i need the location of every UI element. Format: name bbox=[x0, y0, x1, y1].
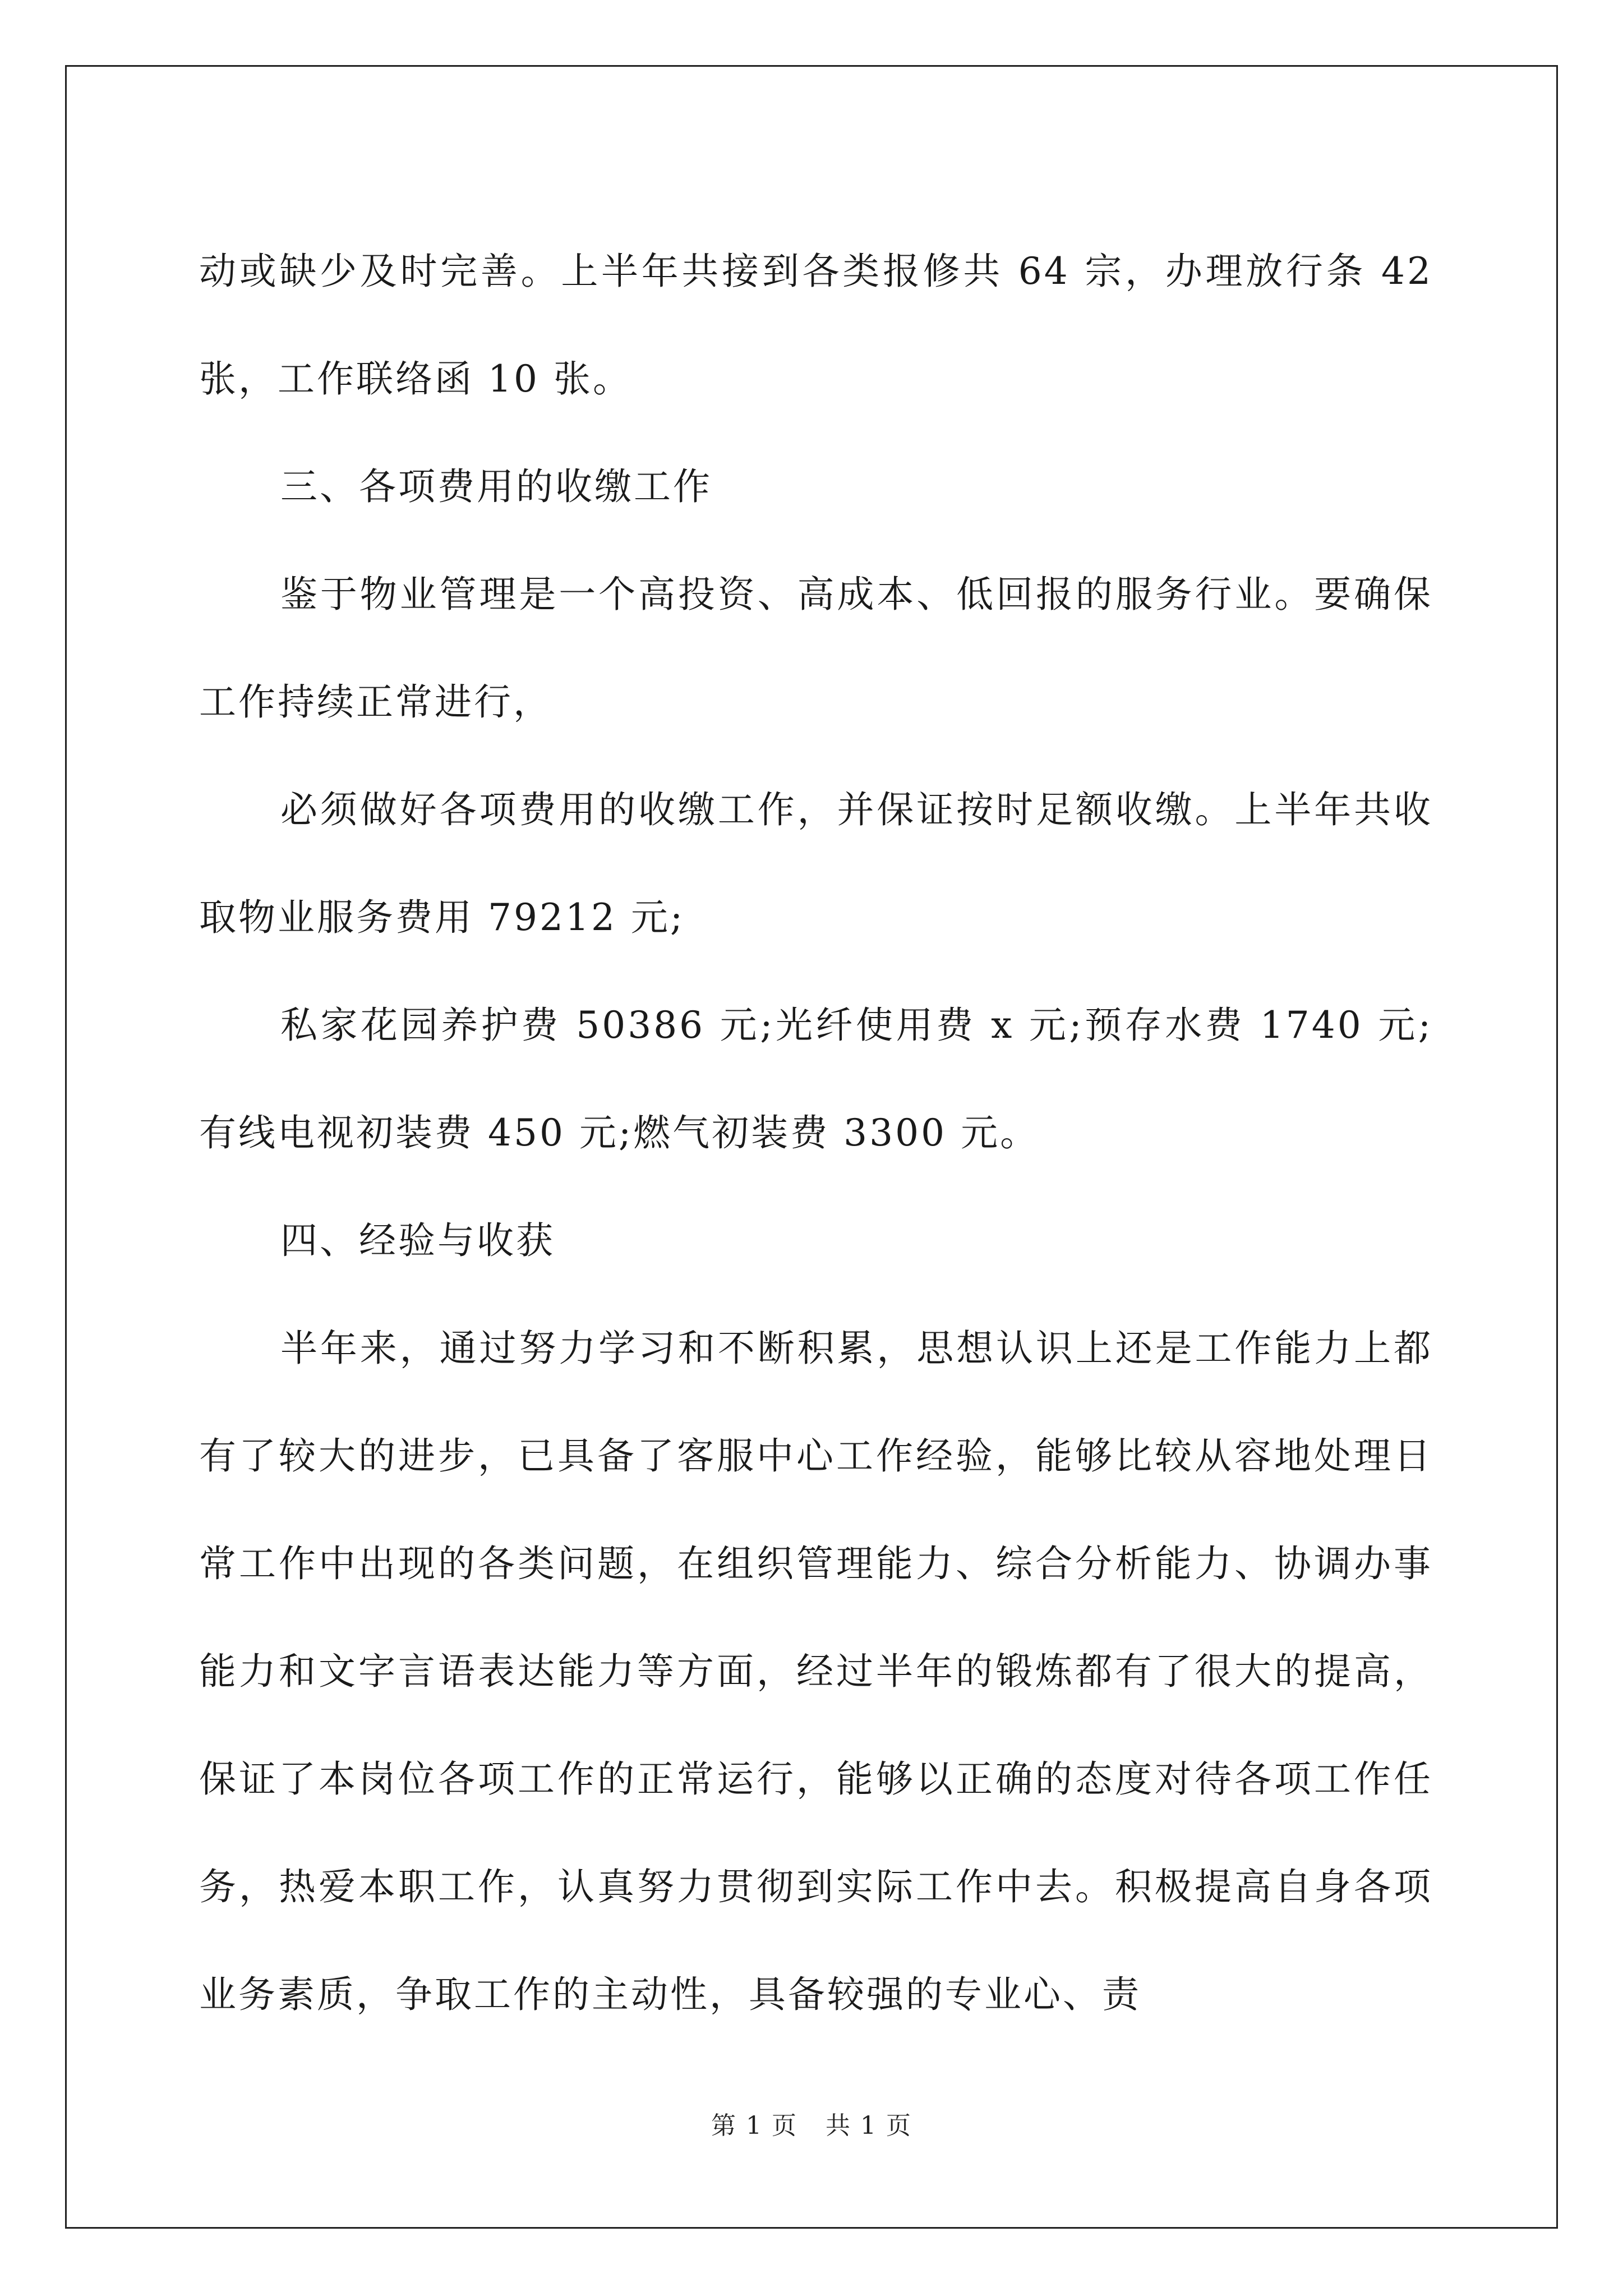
paragraph: 必须做好各项费用的收缴工作，并保证按时足额收缴。上半年共收取物业服务费用 79212 元; bbox=[199, 788, 1433, 939]
paragraph: 动或缺少及时完善。上半年共接到各类报修共 64 宗，办理放行条 42 张，工作联络函 10 张。 bbox=[199, 250, 1433, 401]
document-body bbox=[199, 218, 1433, 2049]
page-total: 共 1 页 bbox=[826, 2111, 912, 2140]
page-footer bbox=[0, 2109, 1623, 2143]
paragraph: 鉴于物业管理是一个高投资、高成本、低回报的服务行业。要确保工作持续正常进行， bbox=[199, 573, 1433, 724]
paragraph: 私家花园养护费 50386 元;光纤使用费 x 元;预存水费 1740 元;有线电视初装费 450 元;燃气初装费 3300 元。 bbox=[199, 1004, 1433, 1154]
section-heading: 四、经验与收获 bbox=[280, 1219, 555, 1262]
paragraph: 半年来，通过努力学习和不断积累，思想认识上还是工作能力上都有了较大的进步，已具备了客服中心工作经验，能够比较从容地处理日常工作中出现的各类问题，在组织管理能力、综合分析能力、协调办事能力和文字言语表达能力等方面，经过半年的锻炼都有了很大的提高，保证了本岗位各项工作的正常运行，能够以正确的态度对待各项工作任务，热爱本职工作，认真努力贯彻到实际工作中去。积极提高自身各项业务素质，争取工作的主动性，具备较强的专业心、责 bbox=[199, 1327, 1433, 2016]
section-heading: 三、各项费用的收缴工作 bbox=[280, 465, 712, 508]
page-number: 第 1 页 bbox=[711, 2111, 797, 2140]
